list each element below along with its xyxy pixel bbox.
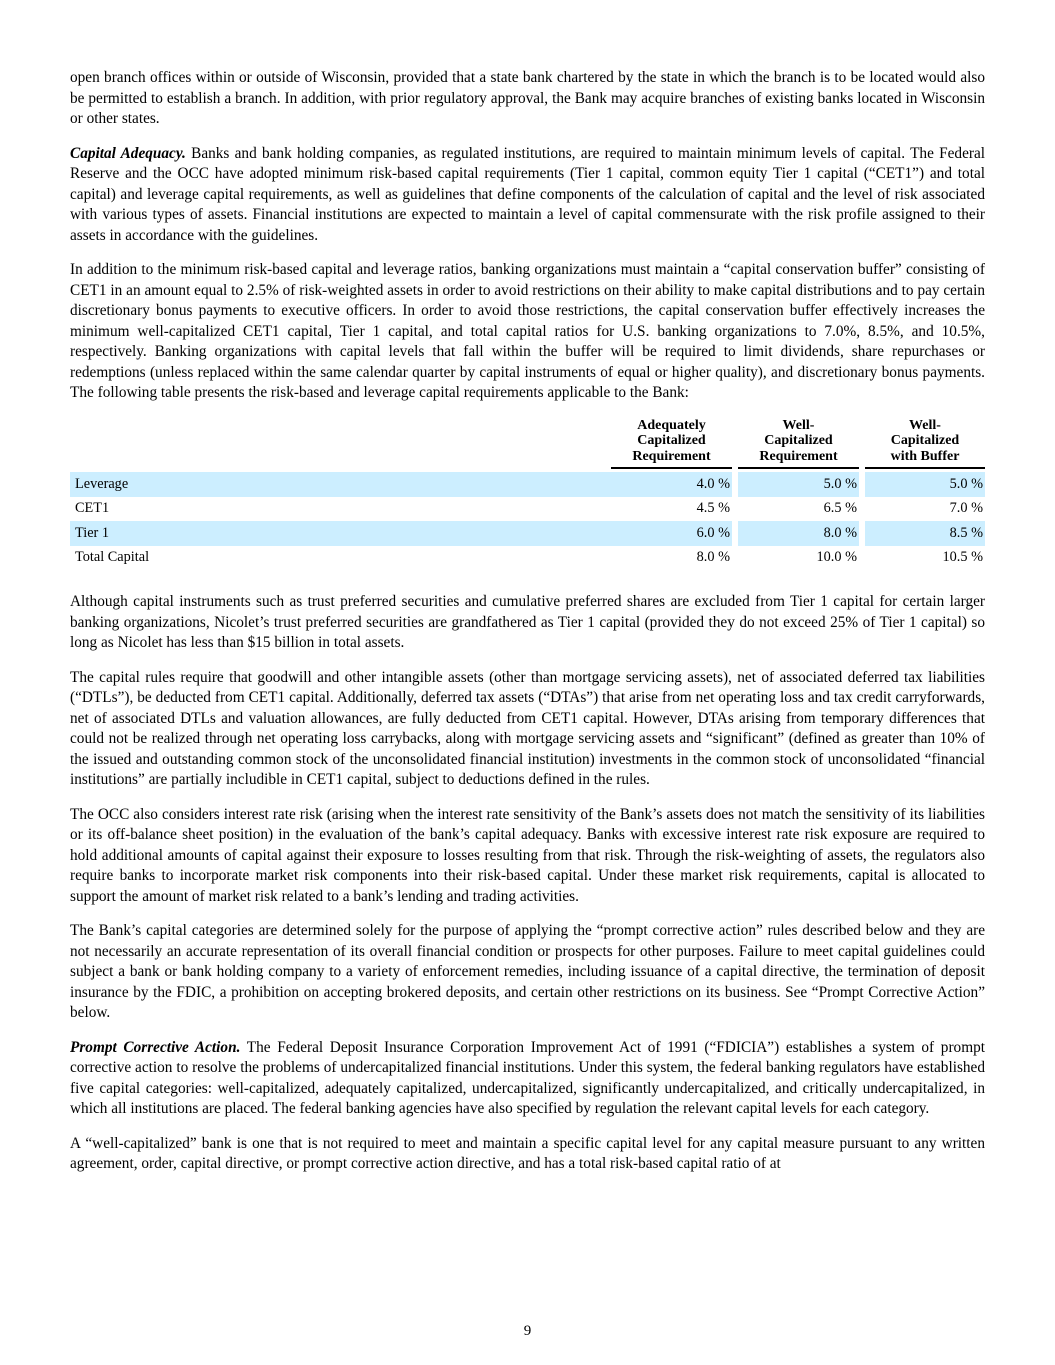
cell-value: 5.0 % <box>865 472 985 497</box>
capital-requirements-table <box>70 418 985 571</box>
table-row <box>70 472 985 497</box>
paragraph-well-capitalized: A “well-capitalized” bank is one that is not required to meet and maintain a specific capital level for any capital measure pursuant to any written agreement, order, capital directive, or prompt corrective action directive, and has a total risk-based capital ratio of at <box>70 1134 985 1172</box>
cell-value: 10.0 % <box>816 549 857 566</box>
row-label: Tier 1 <box>70 521 611 546</box>
cell-value: 8.0 % <box>696 549 730 566</box>
cell-value: 8.0 % <box>738 521 859 546</box>
prompt-corrective-action-text: The Federal Deposit Insurance Corporation Improvement Act of 1991 (“FDICIA”) establishes a system of prompt corrective action to resolve the problems of undercapitalized financial institutions. Under this system, the federal banking regulators have established five capital categories: well-capitalized, adequately capitalized, undercapitalized, significantly undercapitalized, and critically undercapitalized, in which all institutions are placed. The federal banking agencies have also specified by regulation the relevant capital levels for each category. <box>70 1038 985 1117</box>
paragraph-conservation-buffer: In addition to the minimum risk-based capital and leverage ratios, banking organizations must maintain a “capital conservation buffer” consisting of CET1 in an amount equal to 2.5% of risk-weighted assets in order to avoid restrictions on their ability to make capital distributions and to pay certain discretionary bonus payments to executive officers. In order to avoid those restrictions, the capital conservation buffer effectively increases the minimum well-capitalized CET1 capital, Tier 1 capital, and total capital ratios for U.S. banking organizations to 7.0%, 8.5%, and 10.5%, respectively. Banking organizations with capital levels that fall within the buffer will be required to limit dividends, share repurchases or redemptions (unless replaced within the same calendar quarter by capital instruments of equal or higher quality), and discretionary bonus payments. The following table presents the risk-based and leverage capital requirements applicable to the Bank: <box>70 261 985 401</box>
cell-value: 6.0 % <box>611 521 732 546</box>
row-label: CET1 <box>75 500 110 517</box>
cell-value: 7.0 % <box>949 500 983 517</box>
cell-value: 10.5 % <box>942 549 983 566</box>
table-row <box>70 497 985 522</box>
paragraph-branching: open branch offices within or outside of Wisconsin, provided that a state bank chartered by the state in which the branch is to be located would also be permitted to establish a branch. In addition, with prior regulatory approval, the Bank may acquire branches of existing banks located in Wisconsin or other states. <box>70 69 985 127</box>
capital-adequacy-text: Banks and bank holding companies, as regulated institutions, are required to maintain minimum levels of capital. The Federal Reserve and the OCC have adopted minimum risk-based capital requirements (Tier 1 capital, common equity Tier 1 capital (“CET1”) and total capital) and leverage capital requirements, as well as guidelines that define components of the calculation of capital and the level of risk associated with various types of assets. Financial institutions are expected to maintain a level of capital commensurate with the risk profile assigned to their assets in accordance with the guidelines. <box>70 144 985 244</box>
document-page <box>70 68 985 1189</box>
capital-adequacy-heading: Capital Adequacy. <box>70 144 186 162</box>
paragraph-goodwill-deductions: The capital rules require that goodwill and other intangible assets (other than mortgage servicing assets), net of associated deferred tax liabilities (“DTLs”), be deducted from CET1 capital. Additionally, deferred tax assets (“DTAs”) that arise from net operating loss and tax credit carryforwards, net of associated DTLs and valuation allowances, are fully deducted from CET1 capital. However, DTAs arising from temporary differences that could not be realized through net operating loss carrybacks, along with mortgage servicing assets and “significant” (defined as greater than 10% of the issued and outstanding common stock of the unconsolidated financial institution) investments in the common stock of unconsolidated “financial institutions” are partially includible in CET1 capital, subject to deductions defined in the rules. <box>70 668 985 788</box>
cell-value: 5.0 % <box>738 472 859 497</box>
paragraph-prompt-corrective-action <box>70 1038 985 1120</box>
paragraph-trust-preferred: Although capital instruments such as trust preferred securities and cumulative preferred shares are excluded from Tier 1 capital for certain larger banking organizations, Nicolet’s trust preferred securities are grandfathered as Tier 1 capital (provided they do not exceed 25% of Tier 1 capital) so long as Nicolet has less than $15 billion in total assets. <box>70 593 985 651</box>
column-header-adequately-capitalized: Adequately Capitalized Requirement <box>611 418 732 473</box>
row-label: Total Capital <box>75 549 150 566</box>
cell-value: 4.5 % <box>696 500 730 517</box>
page-number: 9 <box>523 1323 532 1339</box>
table-row <box>70 521 985 546</box>
prompt-corrective-action-heading: Prompt Corrective Action. <box>70 1038 241 1056</box>
row-label: Leverage <box>70 472 611 497</box>
paragraph-capital-adequacy <box>70 144 985 247</box>
paragraph-capital-categories: The Bank’s capital categories are determined solely for the purpose of applying the “prompt corrective action” rules described below and they are not necessarily an accurate representation of its overall financial condition or prospects for other purposes. Failure to meet capital guidelines could subject a bank or bank holding company to a variety of enforcement remedies, including issuance of a capital directive, the termination of deposit insurance by the FDIC, a prohibition on accepting brokered deposits, and certain other restrictions on its business. See “Prompt Corrective Action” below. <box>70 922 985 1021</box>
cell-value: 4.0 % <box>611 472 732 497</box>
cell-value: 6.5 % <box>823 500 857 517</box>
table-row <box>70 546 985 571</box>
column-header-well-capitalized-buffer: Well- Capitalized with Buffer <box>865 418 985 473</box>
paragraph-interest-rate-risk: The OCC also considers interest rate risk (arising when the interest rate sensitivity of the Bank’s assets does not match the sensitivity of its liabilities or its off-balance sheet position) in the evaluation of the bank’s capital adequacy. Banks with excessive interest rate risk exposure are required to hold additional amounts of capital against their exposure to losses resulting from that risk. Through the risk-weighting of assets, the regulators also require banks to incorporate market risk components into their risk-based capital. Under these market risk requirements, capital is allocated to support the amount of market risk related to a bank’s lending and trading activities. <box>70 805 985 905</box>
column-header-well-capitalized: Well- Capitalized Requirement <box>738 418 859 473</box>
cell-value: 8.5 % <box>865 521 985 546</box>
